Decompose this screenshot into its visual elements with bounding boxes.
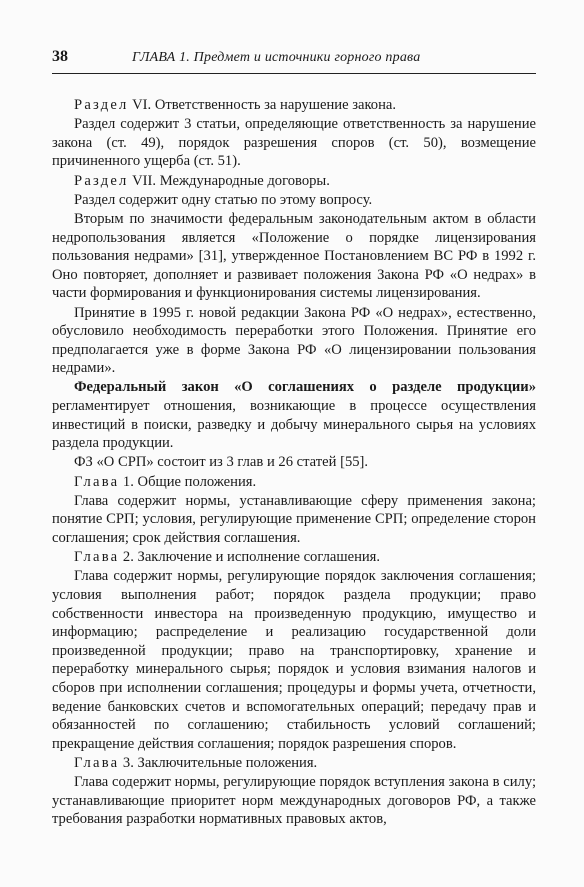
paragraph: Глава содержит нормы, устанавливающие сферу применения закона; понятие СРП; условия, регулирующие применение СРП; определение сторон соглашения; срок действия соглашения.: [52, 492, 536, 546]
spaced-lead: Раздел: [74, 172, 129, 189]
paragraph: [52, 172, 536, 191]
paragraph: ФЗ «О СРП» состоит из 3 глав и 26 статей [55].: [74, 454, 369, 471]
paragraph: [52, 96, 536, 115]
paragraph: Глава содержит нормы, регулирующие порядок вступления закона в силу; устанавливающие приоритет норм международных договоров РФ, а также требования разработки нормативных правовых актов,: [52, 774, 536, 828]
spaced-lead: Раздел: [74, 97, 129, 113]
paragraph: [52, 473, 536, 492]
spaced-lead: Глава: [74, 549, 120, 566]
bold-lead: Федеральный закон «О соглашениях о разделе продукции»: [74, 379, 536, 396]
paragraph-text: 2. Заключение и исполнение соглашения.: [119, 549, 381, 566]
paragraph: Вторым по значимости федеральным законодательным актом в области недропользования является «Положение о порядке лицензирования пользования недрами» [31], утвержденное Постановлением ВС РФ в 1992 г. Оно повторяет, дополняет и развивает положения Закона РФ «О недрах» в части формирования и функционирования системы лицензирования.: [52, 210, 536, 302]
paragraph: [52, 378, 536, 452]
paragraph-text: регламентирует отношения, возникающие в процессе осуществления инвестиций в поиски, разведку и добычу минерального сырья на условиях раздела продукции.: [52, 398, 536, 452]
paragraph: [52, 754, 536, 773]
spaced-lead: Глава: [74, 754, 120, 771]
paragraph-text: 3. Заключительные положения.: [119, 754, 318, 771]
paragraph-text: VI. Ответственность за нарушение закона.: [128, 97, 397, 113]
paragraph: [52, 548, 536, 567]
paragraph-text: 1. Общие положения.: [119, 473, 257, 490]
paragraph: Раздел содержит одну статью по этому вопросу.: [74, 191, 373, 208]
header-rule: [52, 73, 536, 74]
paragraph: Глава содержит нормы, регулирующие порядок заключения соглашения; условия выполнения работ; порядок раздела продукции; право собственности инвестора на произведенную продукцию, имущество и информацию; распределение и реализацию государственной доли произведенной продукции; право на транспортировку, хранение и переработку минерального сырья; порядок и условия взимания налогов и сборов при исполнении соглашения; процедуры и формы учета, отчетности, ведение банковских счетов и вспомогательных операций; передачу прав и обязанностей по соглашению; стабильность условий соглашений; прекращение действия соглашения; порядок разрешения споров.: [52, 568, 536, 752]
paragraph-text: VII. Международные договоры.: [128, 172, 330, 189]
page-body: [52, 96, 536, 829]
page-number: 38: [52, 48, 68, 65]
running-head: ГЛАВА 1. Предмет и источники горного права: [132, 50, 421, 65]
page-header: [52, 48, 536, 70]
paragraph: Раздел содержит 3 статьи, определяющие ответственность за нарушение закона (ст. 49), порядок разрешения споров (ст. 50), возмещение причиненного ущерба (ст. 51).: [52, 116, 536, 170]
paragraph: Принятие в 1995 г. новой редакции Закона РФ «О недрах», естественно, обусловило необходимость переработки этого Положения. Принятие его предполагается уже в форме Закона РФ «О лицензировании пользования недрами».: [52, 304, 536, 377]
spaced-lead: Глава: [74, 473, 120, 490]
